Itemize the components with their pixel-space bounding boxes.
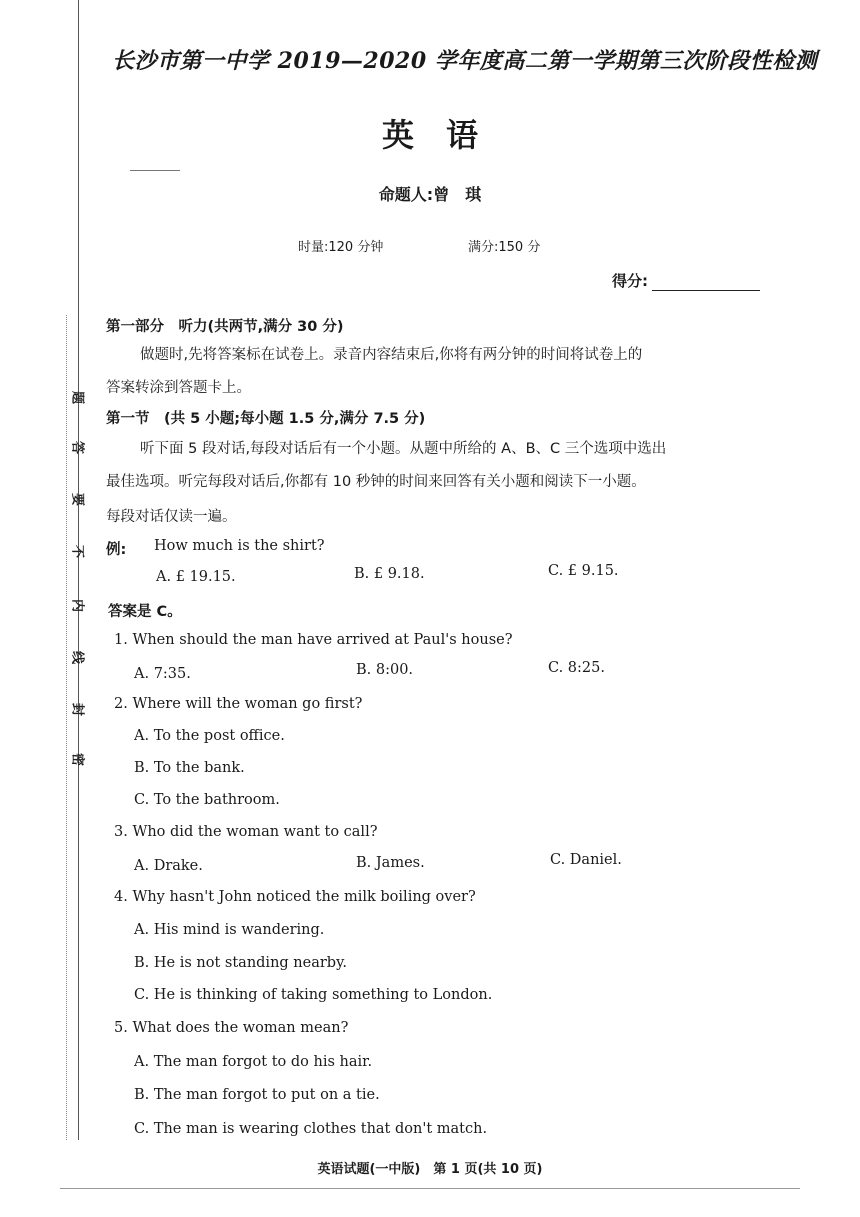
question-4: 4. Why hasn't John noticed the milk boiling over? xyxy=(114,889,476,905)
q5-option-b: B. The man forgot to put on a tie. xyxy=(134,1087,380,1103)
q2-option-a: A. To the post office. xyxy=(134,728,285,744)
example-question: How much is the shirt? xyxy=(154,538,325,554)
question-2: 2. Where will the woman go first? xyxy=(114,696,363,712)
time-limit: 时量:120 分钟 xyxy=(298,240,384,255)
seal-char: 不 xyxy=(69,544,85,558)
q5-option-c: C. The man is wearing clothes that don't match. xyxy=(134,1121,488,1137)
q5-option-a: A. The man forgot to do his hair. xyxy=(134,1054,373,1070)
exam-title: 长沙市第一中学 2019—2020 学年度高二第一学期第三次阶段性检测 xyxy=(112,48,818,74)
question-3: 3. Who did the woman want to call? xyxy=(114,824,378,840)
bottom-rule xyxy=(60,1188,800,1189)
q4-option-b: B. He is not standing nearby. xyxy=(134,955,347,971)
q2-option-b: B. To the bank. xyxy=(134,760,245,776)
q2-option-c: C. To the bathroom. xyxy=(134,792,280,808)
q4-option-a: A. His mind is wandering. xyxy=(134,922,325,938)
question-5: 5. What does the woman mean? xyxy=(114,1020,349,1036)
example-option-c: C. £ 9.15. xyxy=(548,563,619,579)
part1-intro: 答案转涂到答题卡上。 xyxy=(106,380,251,396)
subject-title: 英 语 xyxy=(381,116,478,154)
part1-heading: 第一部分 听力(共两节,满分 30 分) xyxy=(106,319,344,335)
section1-instructions: 最佳选项。听完每段对话后,你都有 10 秒钟的时间来回答有关小题和阅读下一小题。 xyxy=(106,474,646,490)
example-answer: 答案是 C。 xyxy=(108,604,182,620)
part1-intro: 做题时,先将答案标在试卷上。录音内容结束后,你将有两分钟的时间将试卷上的 xyxy=(140,347,643,363)
score-label: 得分: xyxy=(612,272,648,290)
stray-mark xyxy=(130,170,180,171)
example-label: 例: xyxy=(106,542,127,558)
example-option-b: B. £ 9.18. xyxy=(354,566,425,582)
q3-option-a: A. Drake. xyxy=(134,858,203,874)
section1-instructions: 听下面 5 段对话,每段对话后有一个小题。从题中所给的 A、B、C 三个选项中选出 xyxy=(140,441,667,457)
score-blank xyxy=(652,276,760,291)
q1-option-a: A. 7:35. xyxy=(134,666,191,682)
q3-option-b: B. James. xyxy=(356,855,425,871)
seal-char: 封 xyxy=(69,702,85,716)
seal-dotted-line xyxy=(66,315,67,1140)
q1-option-b: B. 8:00. xyxy=(356,662,414,678)
q4-option-c: C. He is thinking of taking something to London. xyxy=(134,987,493,1003)
q1-option-c: C. 8:25. xyxy=(548,660,605,676)
page-footer: 英语试题(一中版) 第 1 页(共 10 页) xyxy=(317,1162,543,1177)
seal-char: 线 xyxy=(69,650,85,664)
example-option-a: A. £ 19.15. xyxy=(156,569,236,585)
binding-margin-line xyxy=(78,0,79,1140)
question-1: 1. When should the man have arrived at Paul's house? xyxy=(114,632,513,648)
q3-option-c: C. Daniel. xyxy=(550,852,622,868)
seal-char: 要 xyxy=(69,492,85,506)
full-score: 满分:150 分 xyxy=(468,240,541,255)
section1-heading: 第一节 (共 5 小题;每小题 1.5 分,满分 7.5 分) xyxy=(106,411,426,427)
section1-instructions: 每段对话仅读一遍。 xyxy=(106,509,237,525)
seal-char: 密 xyxy=(69,752,85,766)
seal-char: 内 xyxy=(69,598,85,612)
seal-char: 答 xyxy=(69,440,85,454)
seal-char: 题 xyxy=(69,390,85,404)
author-line: 命题人:曾 琪 xyxy=(378,185,482,204)
score-field xyxy=(612,270,760,291)
